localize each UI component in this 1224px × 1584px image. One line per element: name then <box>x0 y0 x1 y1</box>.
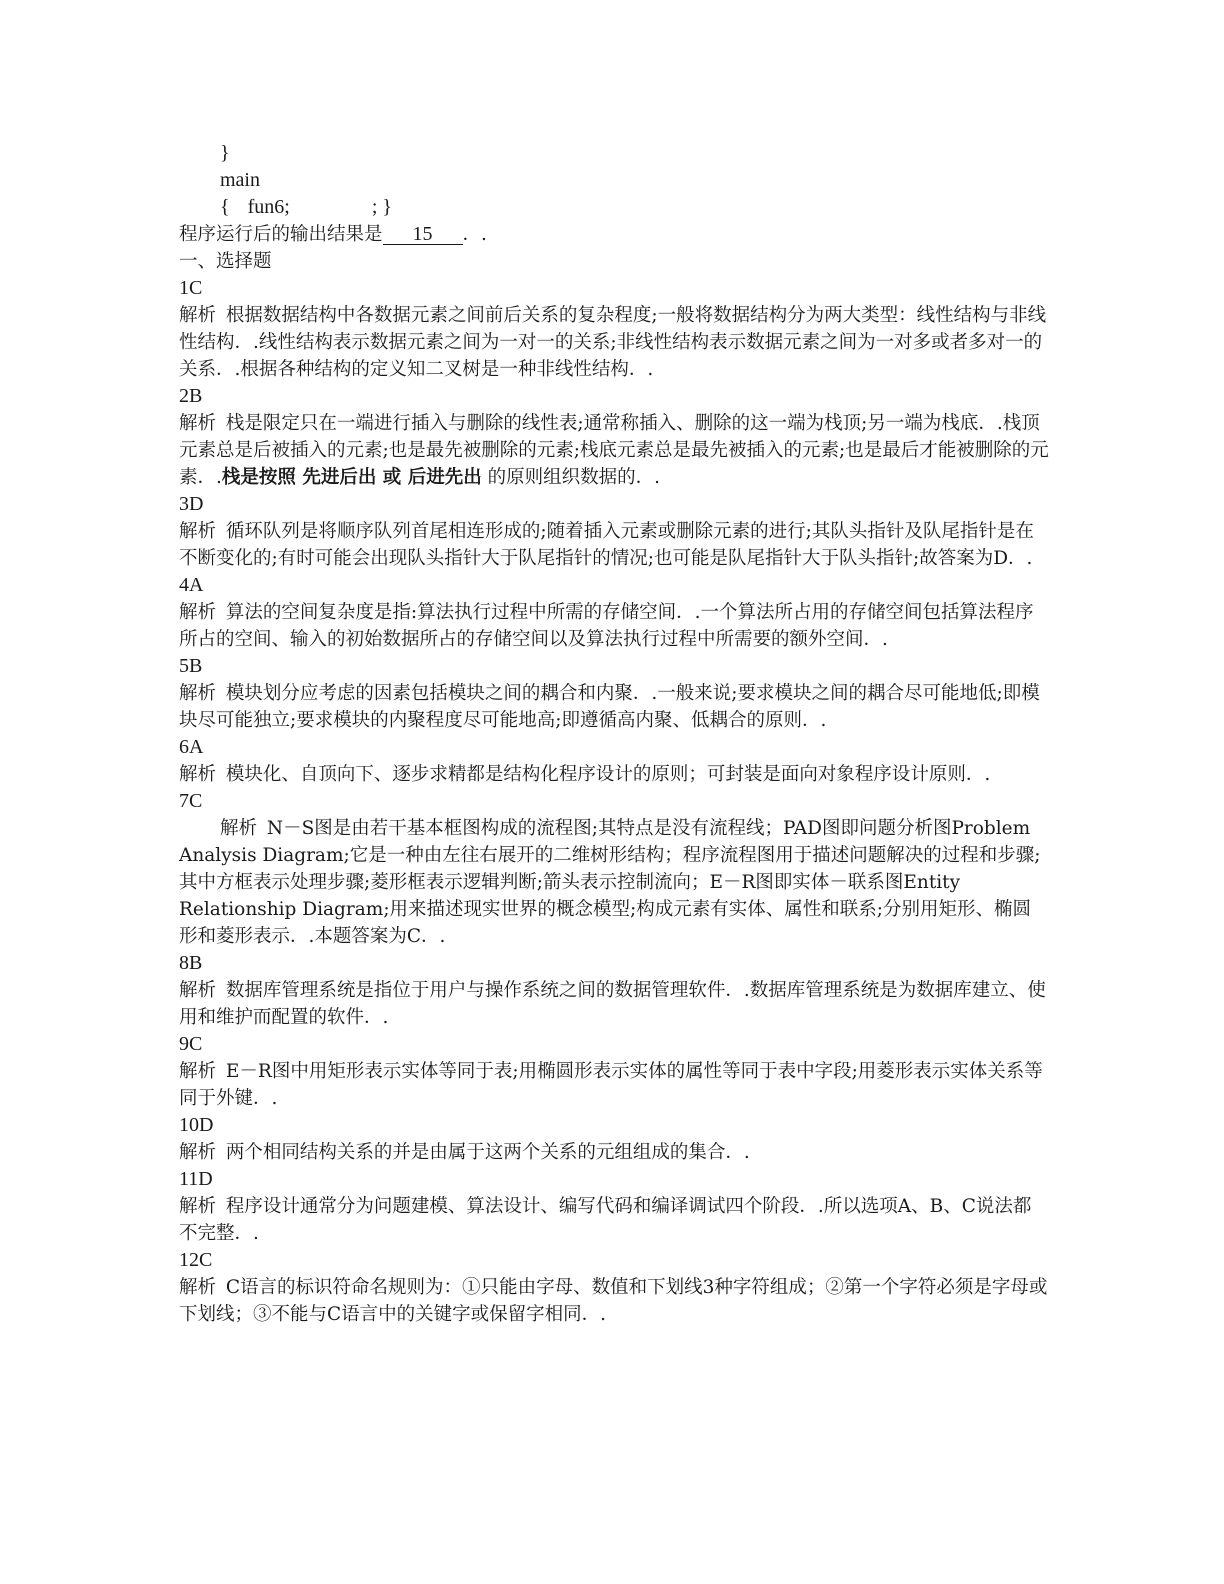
document-page <box>179 140 1049 1328</box>
answer-item-10 <box>179 1112 1049 1166</box>
answer-explanation <box>179 761 1049 788</box>
output-answer: 15 <box>383 224 463 245</box>
explanation-tail: 的原则组织数据的．. <box>481 467 660 488</box>
explanation-label: 解析 <box>179 1277 217 1298</box>
answer-explanation <box>179 599 1049 653</box>
answer-item-9 <box>179 1031 1049 1112</box>
explanation-label: 解析 <box>179 764 217 785</box>
answer-number: 7C <box>179 790 203 812</box>
answer-item-8 <box>179 950 1049 1031</box>
answer-explanation <box>179 1193 1049 1247</box>
code-call-fn: fun6; <box>247 196 290 218</box>
code-open-brace: { <box>220 196 230 218</box>
explanation-label: 解析 <box>220 818 258 839</box>
output-question-tail: ．. <box>462 224 487 245</box>
answer-number: 4A <box>179 574 204 596</box>
explanation-text: 数据库管理系统是指位于用户与操作系统之间的数据管理软件．.数据库管理系统是为数据库建立、使用和维护而配置的软件．. <box>179 980 1046 1028</box>
section-title: 一、选择题 <box>179 251 272 272</box>
answer-explanation <box>179 410 1049 491</box>
explanation-text: E－R图中用矩形表示实体等同于表;用椭圆形表示实体的属性等同于表中字段;用菱形表示实体关系等同于外键．. <box>179 1061 1043 1109</box>
explanation-text: 栈是限定只在一端进行插入与删除的线性表;通常称插入、删除的这一端为栈顶;另一端为栈底．.栈顶元素总是后被插入的元素;也是最先被删除的元素;栈底元素总是最先被插入的元素;也是最后才能被删除的元素．. <box>179 413 1049 488</box>
answer-explanation <box>179 815 1049 950</box>
explanation-text: C语言的标识符命名规则为：①只能由字母、数值和下划线3种字符组成；②第一个字符必须是字母或下划线；③不能与C语言中的关键字或保留字相同．. <box>179 1277 1048 1325</box>
explanation-text: 程序设计通常分为问题建模、算法设计、编写代码和编译调试四个阶段．.所以选项A、B、C说法都不完整．. <box>179 1196 1032 1244</box>
answer-explanation <box>179 1274 1049 1328</box>
answer-number: 1C <box>179 277 203 299</box>
output-question <box>179 221 1049 248</box>
answer-number: 11D <box>179 1168 213 1190</box>
answer-number: 9C <box>179 1033 203 1055</box>
explanation-label: 解析 <box>179 1196 217 1217</box>
answer-item-11 <box>179 1166 1049 1247</box>
answer-explanation <box>179 977 1049 1031</box>
answer-explanation <box>179 1058 1049 1112</box>
explanation-text: 模块划分应考虑的因素包括模块之间的耦合和内聚．.一般来说;要求模块之间的耦合尽可能地低;即模块尽可能独立;要求模块的内聚程度尽可能地高;即遵循高内聚、低耦合的原则．. <box>179 683 1040 731</box>
answer-explanation <box>179 1139 1049 1166</box>
answer-number: 5B <box>179 655 203 677</box>
answer-number: 6A <box>179 736 204 758</box>
answer-item-2 <box>179 383 1049 491</box>
answer-item-5 <box>179 653 1049 734</box>
code-main: main <box>220 169 260 191</box>
explanation-bold: 栈是按照 先进后出 或 后进先出 <box>221 467 482 488</box>
explanation-label: 解析 <box>179 980 217 1001</box>
answer-explanation <box>179 680 1049 734</box>
explanation-text: 算法的空间复杂度是指:算法执行过程中所需的存储空间．.一个算法所占用的存储空间包括算法程序所占的空间、输入的初始数据所占的存储空间以及算法执行过程中所需要的额外空间．. <box>179 602 1034 650</box>
explanation-label: 解析 <box>179 683 217 704</box>
answer-item-1 <box>179 275 1049 383</box>
explanation-label: 解析 <box>179 305 217 326</box>
explanation-label: 解析 <box>179 521 217 542</box>
answer-number: 3D <box>179 493 204 515</box>
explanation-text: 根据数据结构中各数据元素之间前后关系的复杂程度;一般将数据结构分为两大类型：线性结构与非线性结构．.线性结构表示数据元素之间为一对一的关系;非线性结构表示数据元素之间为一对多或者多对一的关系．.根据各种结构的定义知二叉树是一种非线性结构．. <box>179 305 1047 380</box>
explanation-label: 解析 <box>179 602 217 623</box>
answer-item-6 <box>179 734 1049 788</box>
explanation-text: 两个相同结构关系的并是由属于这两个关系的元组组成的集合．. <box>225 1142 750 1163</box>
answer-number: 10D <box>179 1114 214 1136</box>
explanation-text: 循环队列是将顺序队列首尾相连形成的;随着插入元素或删除元素的进行;其队头指针及队尾指针是在不断变化的;有时可能会出现队头指针大于队尾指针的情况;也可能是队尾指针大于队头指针;故答案为D．. <box>179 521 1034 569</box>
code-close-brace: } <box>220 142 230 164</box>
answer-item-12 <box>179 1247 1049 1328</box>
answer-number: 12C <box>179 1249 213 1271</box>
answer-item-3 <box>179 491 1049 572</box>
answer-item-4 <box>179 572 1049 653</box>
explanation-text: 模块化、自顶向下、逐步求精都是结构化程序设计的原则；可封装是面向对象程序设计原则．. <box>225 764 991 785</box>
answer-explanation <box>179 302 1049 383</box>
answer-explanation <box>179 518 1049 572</box>
code-call-line <box>179 194 1049 221</box>
explanation-label: 解析 <box>179 1142 217 1163</box>
explanation-label: 解析 <box>179 1061 217 1082</box>
explanation-label: 解析 <box>179 413 217 434</box>
code-call-close: ; } <box>371 196 392 218</box>
explanation-text: N－S图是由若干基本框图构成的流程图;其特点是没有流程线；PAD图即问题分析图Problem Analysis Diagram;它是一种由左往右展开的二维树形结构；程序流程图用于描述问题解决的过程和步骤;其中方框表示处理步骤;菱形框表示逻辑判断;箭头表示控制流向；E－R图即实体－联系图Entity Relationship Diagram;用来描述现实世界的概念模型;构成元素有实体、属性和联系;分别用矩形、椭圆形和菱形表示．.本题答案为C．. <box>179 818 1041 947</box>
answer-number: 2B <box>179 385 203 407</box>
answer-number: 8B <box>179 952 203 974</box>
answer-item-7 <box>179 788 1049 950</box>
output-question-text: 程序运行后的输出结果是 <box>179 224 383 245</box>
